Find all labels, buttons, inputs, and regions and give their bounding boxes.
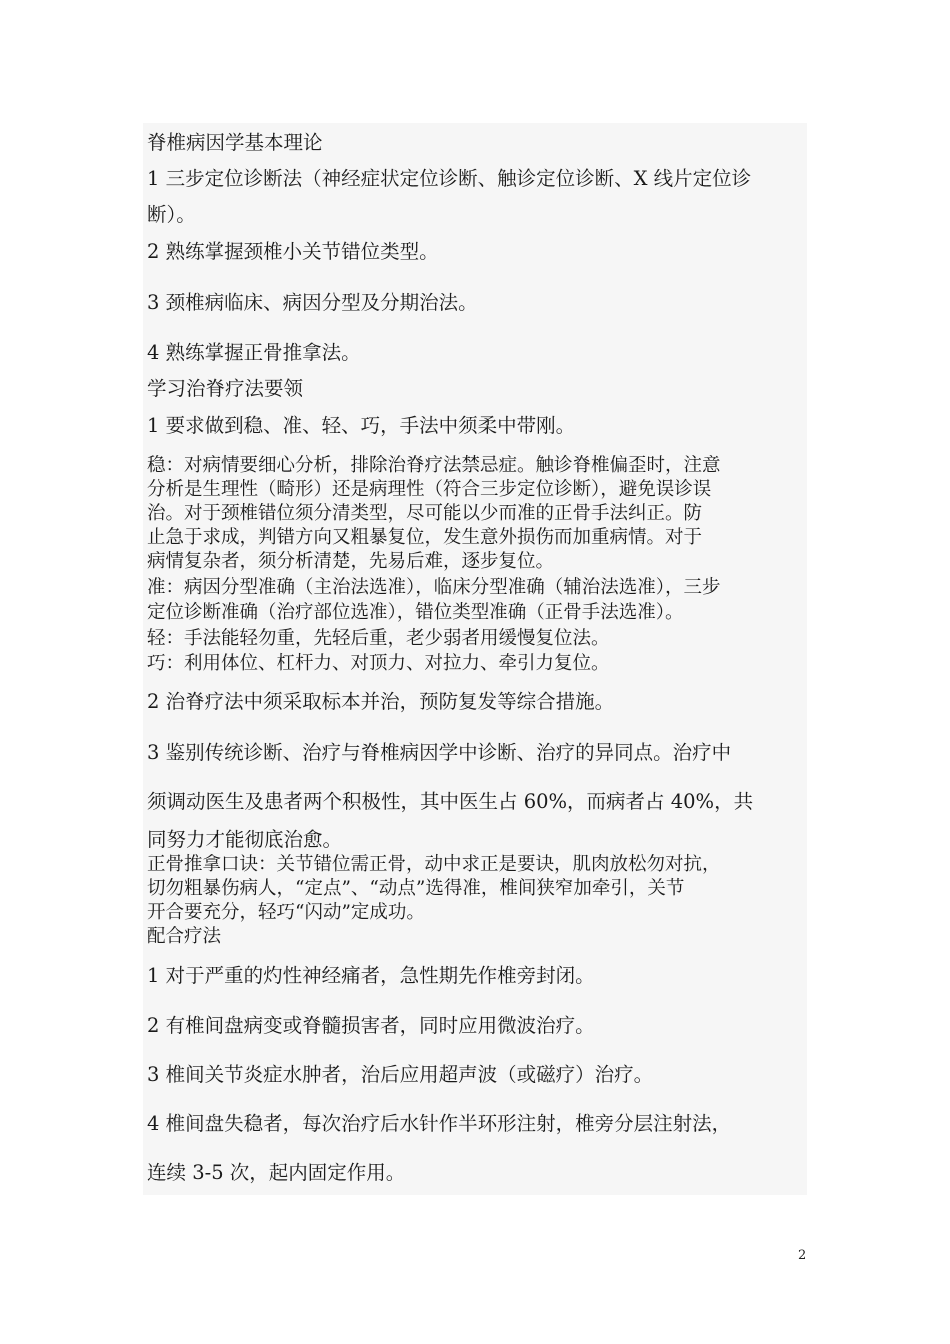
paragraph-skillful: 巧：利用体位、杠杆力、对顶力、对拉力、牵引力复位。 (147, 653, 610, 674)
essentials-item-2: 2 治脊疗法中须采取标本并治，预防复发等综合措施。 (147, 690, 615, 713)
paragraph-stable-line-5: 病情复杂者，须分析清楚，先易后难，逐步复位。 (147, 551, 555, 572)
paragraph-light: 轻：手法能轻勿重，先轻后重，老少弱者用缓慢复位法。 (147, 628, 610, 649)
adjunct-item-4-line-1: 4 椎间盘失稳者，每次治疗后水针作半环形注射，椎旁分层注射法， (147, 1112, 732, 1135)
page-number: 2 (798, 1248, 807, 1263)
heading-adjunct-therapy: 配合疗法 (147, 926, 222, 947)
bonesetting-rhyme-line-3: 开合要充分，轻巧“闪动”定成功。 (147, 902, 425, 923)
list-item-2: 2 熟练掌握颈椎小关节错位类型。 (147, 240, 439, 263)
essentials-item-3-line-2: 须调动医生及患者两个积极性，其中医生占 60%，而病者占 40%，共 (147, 790, 754, 813)
paragraph-accurate-line-1: 准：病因分型准确（主治法选准），临床分型准确（辅治法选准），三步 (147, 577, 721, 598)
adjunct-item-1: 1 对于严重的灼性神经痛者，急性期先作椎旁封闭。 (147, 964, 595, 987)
list-item-3: 3 颈椎病临床、病因分型及分期治法。 (147, 291, 478, 314)
paragraph-stable-line-2: 分析是生理性（畸形）还是病理性（符合三步定位诊断），避免误诊误 (147, 479, 712, 500)
bonesetting-rhyme-line-1: 正骨推拿口诀：关节错位需正骨，动中求正是要诀，肌肉放松勿对抗， (147, 854, 721, 875)
bonesetting-rhyme-line-2: 切勿粗暴伤病人，“定点”、“动点”选得准，椎间狭窄加牵引，关节 (147, 878, 685, 899)
paragraph-stable-line-1: 稳：对病情要细心分析，排除治脊疗法禁忌症。触诊脊椎偏歪时，注意 (147, 455, 721, 476)
adjunct-item-2: 2 有椎间盘病变或脊髓损害者，同时应用微波治疗。 (147, 1014, 595, 1037)
paragraph-stable-line-4: 止急于求成，判错方向又粗暴复位，发生意外损伤而加重病情。对于 (147, 527, 703, 548)
list-item-4: 4 熟练掌握正骨推拿法。 (147, 341, 361, 364)
list-item-1: 1 三步定位诊断法（神经症状定位诊断、触诊定位诊断、X 线片定位诊 (147, 167, 752, 190)
essentials-item-3-line-3: 同努力才能彻底治愈。 (147, 828, 343, 851)
essentials-item-1: 1 要求做到稳、准、轻、巧，手法中须柔中带刚。 (147, 414, 576, 437)
heading-spine-therapy-essentials: 学习治脊疗法要领 (147, 377, 304, 400)
paragraph-accurate-line-2: 定位诊断准确（治疗部位选准），错位类型准确（正骨手法选准）。 (147, 602, 684, 623)
list-item-1-continued: 断）。 (147, 203, 196, 226)
heading-spine-etiology-theory: 脊椎病因学基本理论 (147, 131, 323, 154)
paragraph-stable-line-3: 治。对于颈椎错位须分清类型，尽可能以少而准的正骨手法纠正。防 (147, 503, 703, 524)
adjunct-item-4-line-2: 连续 3-5 次，起内固定作用。 (147, 1161, 406, 1184)
essentials-item-3-line-1: 3 鉴别传统诊断、治疗与脊椎病因学中诊断、治疗的异同点。治疗中 (147, 741, 732, 764)
adjunct-item-3: 3 椎间关节炎症水肿者，治后应用超声波（或磁疗）治疗。 (147, 1063, 654, 1086)
